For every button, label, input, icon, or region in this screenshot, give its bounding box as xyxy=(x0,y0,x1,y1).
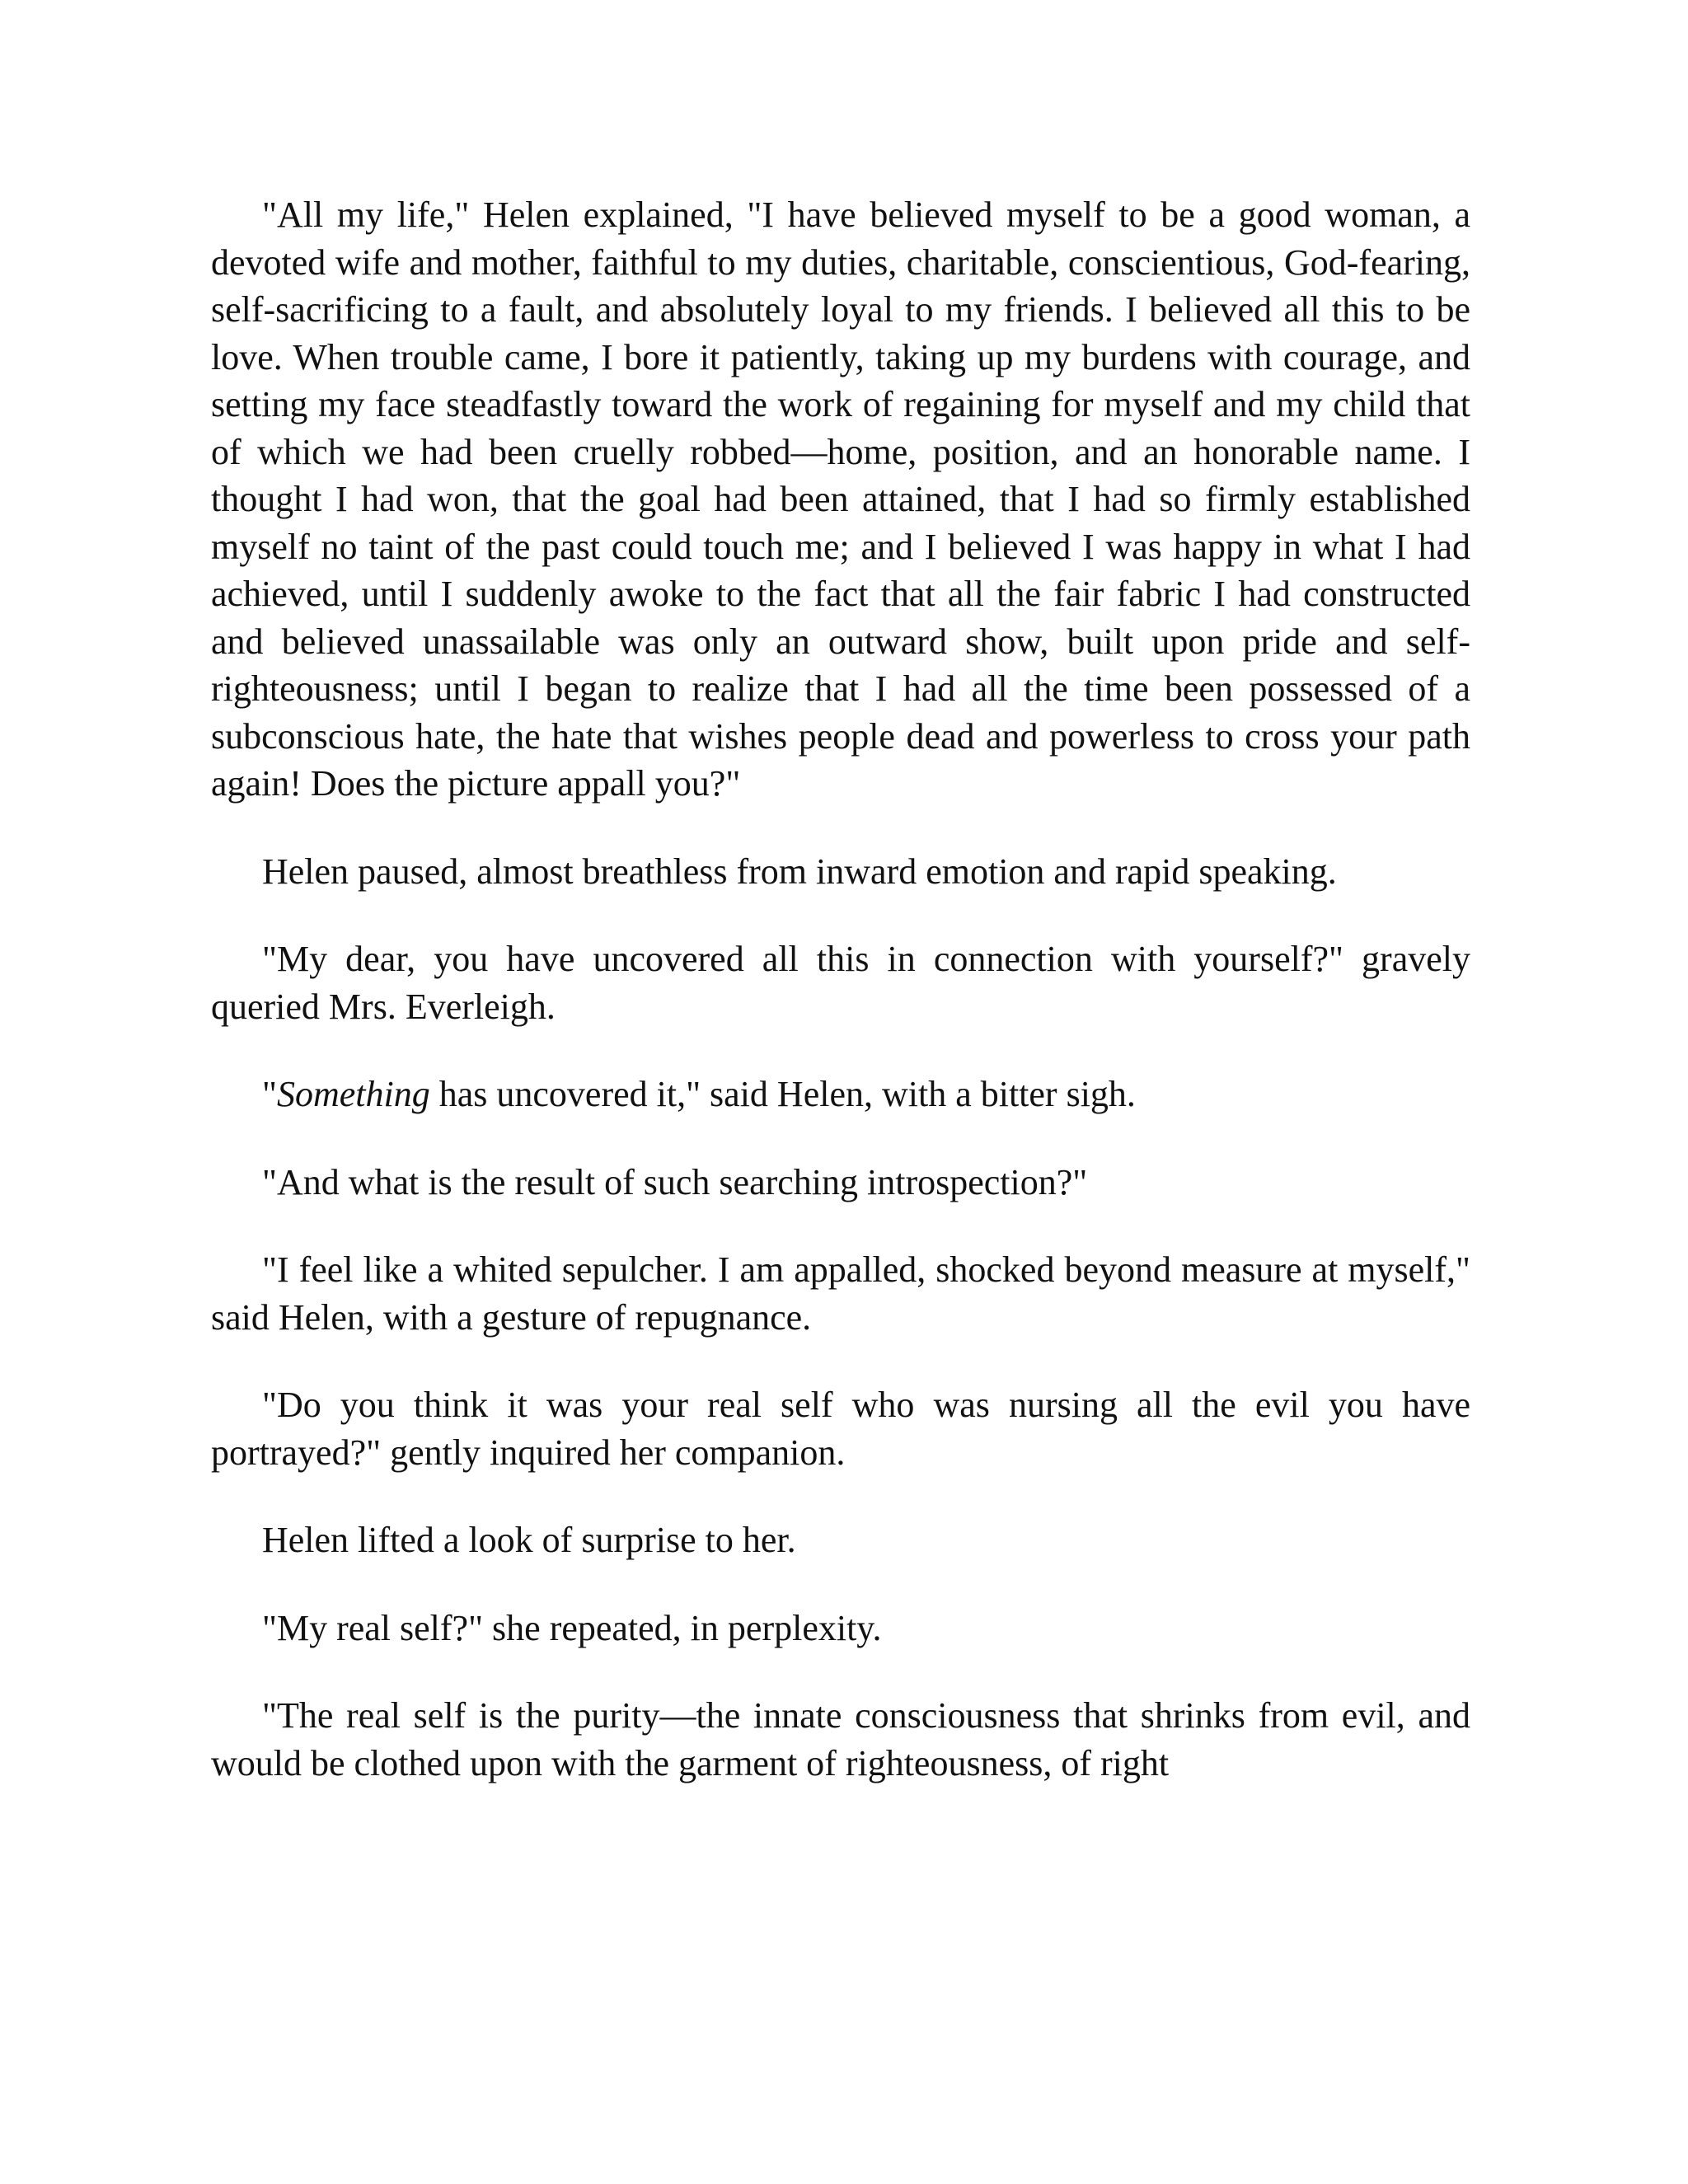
paragraph-look-of-surprise: Helen lifted a look of surprise to her. xyxy=(262,1520,796,1560)
paragraph-whited-sepulcher: "I feel like a whited sepulcher. I am appalled, shocked beyond measure at myself," said Helen, with a gesture of repugnance. xyxy=(211,1249,1470,1338)
paragraph-result-question: "And what is the result of such searching introspection?" xyxy=(262,1161,1088,1202)
paragraph-real-self-purity: "The real self is the purity—the innate consciousness that shrinks from evil, and would be clothed upon with the garment of righteousness, of right xyxy=(211,1695,1470,1783)
open-quote: " xyxy=(262,1074,277,1114)
paragraph-mrs-everleigh-query: "My dear, you have uncovered all this in connection with yourself?" gravely queried Mrs. Everleigh. xyxy=(211,939,1470,1027)
paragraph-remainder: has uncovered it," said Helen, with a bitter sigh. xyxy=(429,1074,1136,1114)
paragraph-helen-paused: Helen paused, almost breathless from inward emotion and rapid speaking. xyxy=(262,851,1337,892)
emphasized-word: Something xyxy=(276,1074,430,1114)
paragraph-helen-explains: "All my life," Helen explained, "I have believed myself to be a good woman, a devoted wife and mother, faithful to my duties, charitable, conscientious, God-fearing, self-sacrificing to a fault, and absolutely loyal to my friends. I believed all this to be love. When trouble came, I bore it patiently, taking up my burdens with courage, and setting my face steadfastly toward the work of regaining for myself and my child that of which we had been cruelly robbed—home, position, and an honorable name. I thought I had won, that the goal had been attained, that I had so firmly established myself no taint of the past could touch me; and I believed I was happy in what I had achieved, until I suddenly awoke to the fact that all the fair fabric I had constructed and believed unassailable was only an outward show, built upon pride and self-righteousness; until I began to realize that I had all the time been possessed of a subconscious hate, the hate that wishes people dead and powerless to cross your path again! Does the picture appall you?" xyxy=(211,194,1470,804)
paragraph-my-real-self: "My real self?" she repeated, in perplexity. xyxy=(262,1607,882,1648)
page-body xyxy=(211,191,1470,1787)
paragraph-real-self-question: "Do you think it was your real self who was nursing all the evil you have portrayed?" gently inquired her companion. xyxy=(211,1385,1470,1473)
paragraph-something-uncovered xyxy=(211,1071,1470,1118)
